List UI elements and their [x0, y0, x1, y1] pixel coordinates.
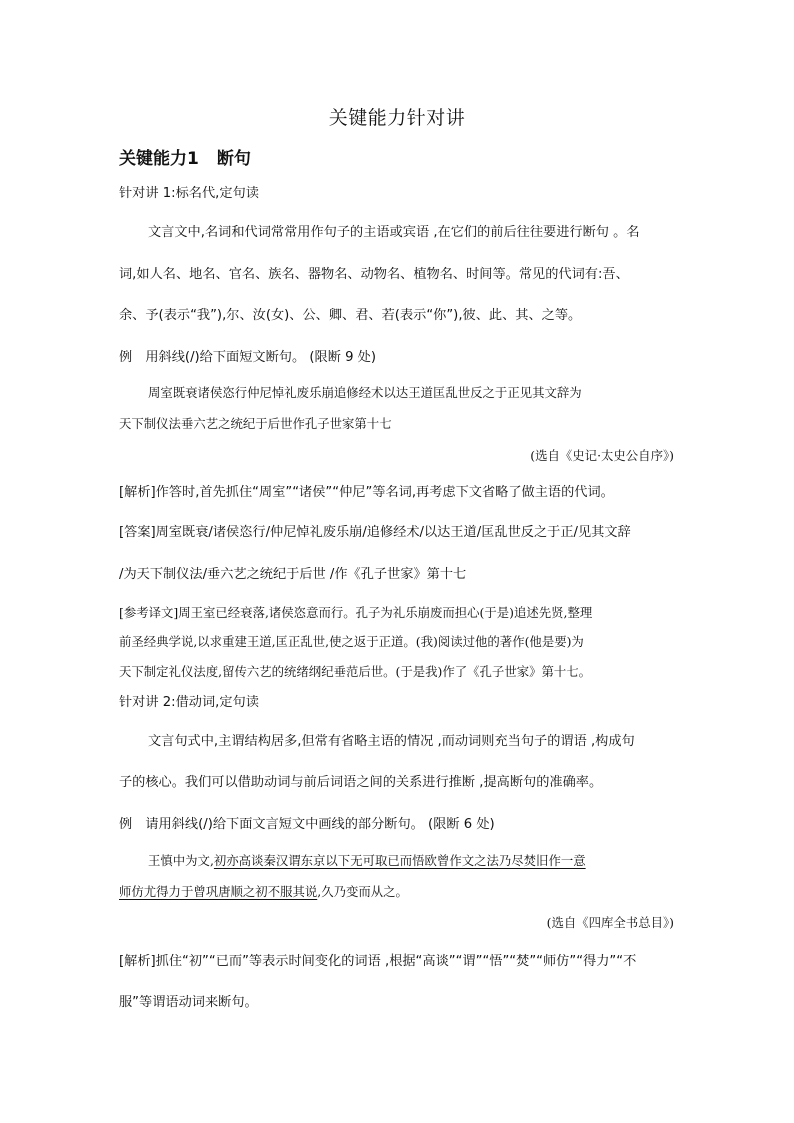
example2-source-underlined: 初亦高谈秦汉谓东京以下无可取已而悟欧曾作文之法乃尽焚旧作一意: [213, 853, 586, 868]
example2-source-plain: ,久乃变而从之。: [317, 884, 408, 899]
lecture1-paragraph-line: 余、予(表示“我”),尔、汝(女)、公、卿、君、若(表示“你”),彼、此、其、之等。: [119, 308, 582, 323]
section-heading: [119, 148, 251, 170]
example1-prompt: 例 用斜线(/)给下面短文断句。 (限断 9 处): [119, 350, 376, 365]
example1-source-line: 周室既衰诸侯恣行仲尼悼礼废乐崩追修经术以达王道匡乱世反之于正见其文辞为: [148, 385, 582, 400]
example1-translation-line: 前圣经典学说,以求重建王道,匡正乱世,使之返于正道。(我)阅读过他的著作(他是要)为: [119, 634, 584, 649]
example2-source-reference: (选自《四库全书总目》): [546, 915, 674, 930]
example2-source-line: [119, 883, 408, 901]
example1-translation-line: [参考译文]周王室已经衰落,诸侯恣意而行。孔子为礼乐崩废而担心(于是)追述先贤,整理: [119, 605, 593, 620]
example1-answer-line: /为天下制仪法/垂六艺之统纪于后世 /作《孔子世家》第十七: [119, 567, 467, 582]
example2-source-line: [148, 852, 586, 870]
example2-prompt: 例 请用斜线(/)给下面文言短文中画线的部分断句。 (限断 6 处): [119, 817, 495, 832]
example2-source-plain: 王慎中为文,: [148, 853, 214, 868]
example1-translation-line: 天下制定礼仪法度,留传六艺的统绪纲纪垂范后世。(于是我)作了《孔子世家》第十七。: [119, 664, 592, 679]
example1-source-reference: (选自《史记·太史公自序》): [530, 448, 674, 463]
lecture2-heading: 针对讲 2:借动词,定句读: [119, 695, 259, 710]
example2-source-underlined: 师仿尤得力于曾巩唐顺之初不服其说: [119, 884, 318, 899]
page-title: 关键能力针对讲: [328, 107, 466, 129]
lecture2-paragraph-line: 文言句式中,主谓结构居多,但常有省略主语的情况 ,而动词则充当句子的谓语 ,构成句: [148, 734, 635, 749]
lecture2-paragraph-line: 子的核心。我们可以借助动词与前后词语之间的关系进行推断 ,提高断句的准确率。: [119, 775, 603, 790]
section-label: 关键能力1: [119, 149, 199, 169]
example1-analysis: [解析]作答时,首先抓住“周室”“诸侯”“仲尼”等名词,再考虑下文省略了做主语的代词。: [119, 485, 614, 500]
lecture1-paragraph-line: 文言文中,名词和代词常常用作句子的主语或宾语 ,在它们的前后往往要进行断句 。名: [148, 225, 640, 240]
example1-source-line: 天下制仪法垂六艺之统纪于后世作孔子世家第十七: [119, 416, 392, 431]
example1-answer-line: [答案]周室既衰/诸侯恣行/仲尼悼礼废乐崩/追修经术/以达王道/匡乱世反之于正/见其文辞: [119, 525, 631, 540]
example2-analysis-line: 服”等谓语动词来断句。: [119, 995, 258, 1010]
lecture1-heading: 针对讲 1:标名代,定句读: [119, 186, 259, 201]
section-name: 断句: [216, 149, 251, 169]
example2-analysis-line: [解析]抓住“初”“已而”等表示时间变化的词语 ,根据“高谈”“谓”“悟”“焚”“师仿”“得力”“不: [119, 954, 637, 969]
lecture1-paragraph-line: 词,如人名、地名、官名、族名、器物名、动物名、植物名、时间等。常见的代词有:吾、: [119, 267, 629, 282]
